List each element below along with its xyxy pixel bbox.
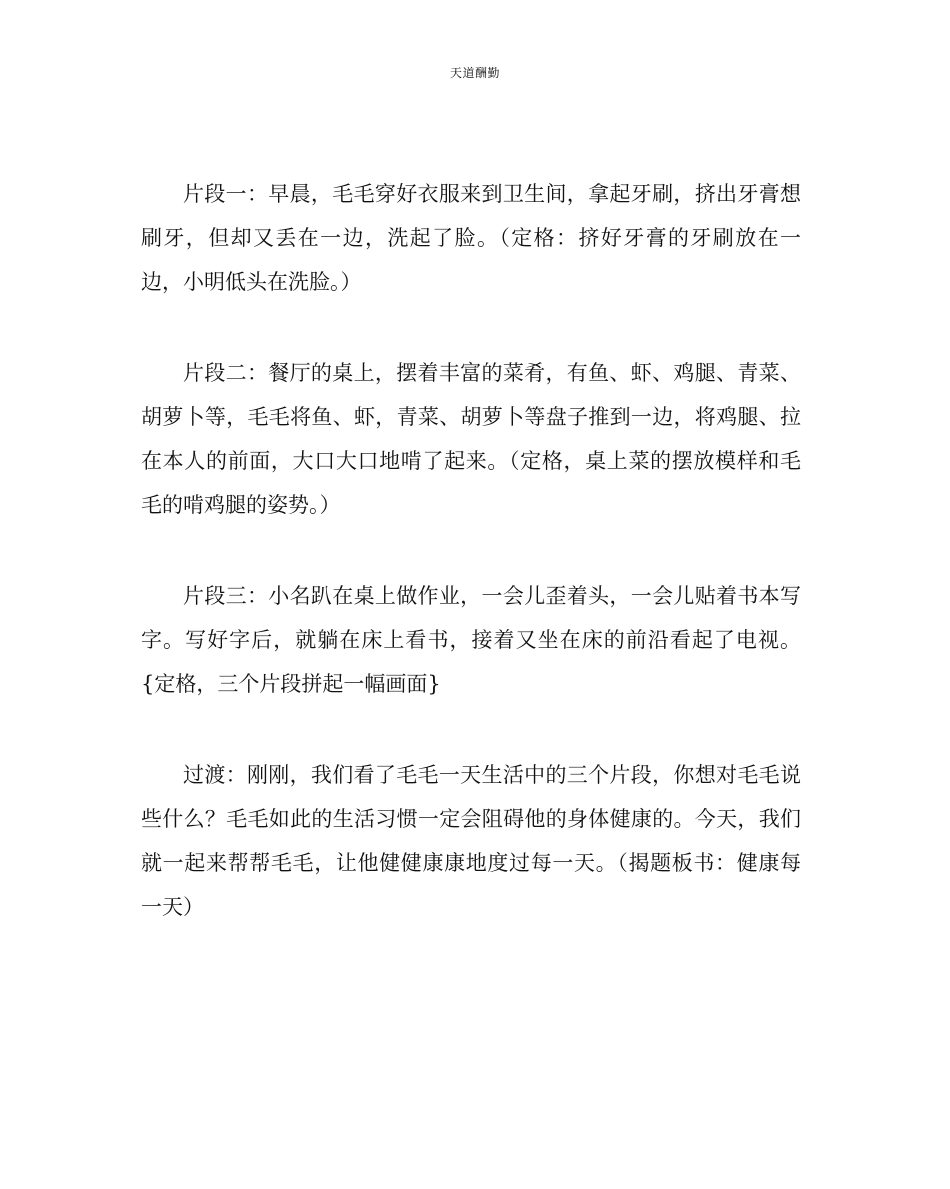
page-header: 天道酬勤 [449, 66, 500, 80]
document-body [141, 172, 801, 981]
paragraph-segment-3: 片段三：小名趴在桌上做作业，一会儿歪着头，一会儿贴着书本写字。写好字后，就躺在床上看书，接着又坐在床的前沿看起了电视。{定格，三个片段拼起一幅画面} [141, 584, 801, 696]
paragraph-segment-2: 片段二：餐厅的桌上，摆着丰富的菜肴，有鱼、虾、鸡腿、青菜、胡萝卜等，毛毛将鱼、虾，青菜、胡萝卜等盘子推到一边，将鸡腿、拉在本人的前面，大口大口地啃了起来。（定格，桌上菜的摆放模样和毛毛的啃鸡腿的姿势。） [141, 361, 801, 517]
paragraph-segment-1: 片段一：早晨，毛毛穿好衣服来到卫生间，拿起牙刷，挤出牙膏想刷牙，但却又丢在一边，洗起了脸。（定格：挤好牙膏的牙刷放在一边，小明低头在洗脸。） [141, 182, 801, 294]
paragraph-transition: 过渡：刚刚，我们看了毛毛一天生活中的三个片段，你想对毛毛说些什么？毛毛如此的生活习惯一定会阻碍他的身体健康的。今天，我们就一起来帮帮毛毛，让他健健康康地度过每一天。（揭题板书：健康每一天） [141, 763, 801, 919]
